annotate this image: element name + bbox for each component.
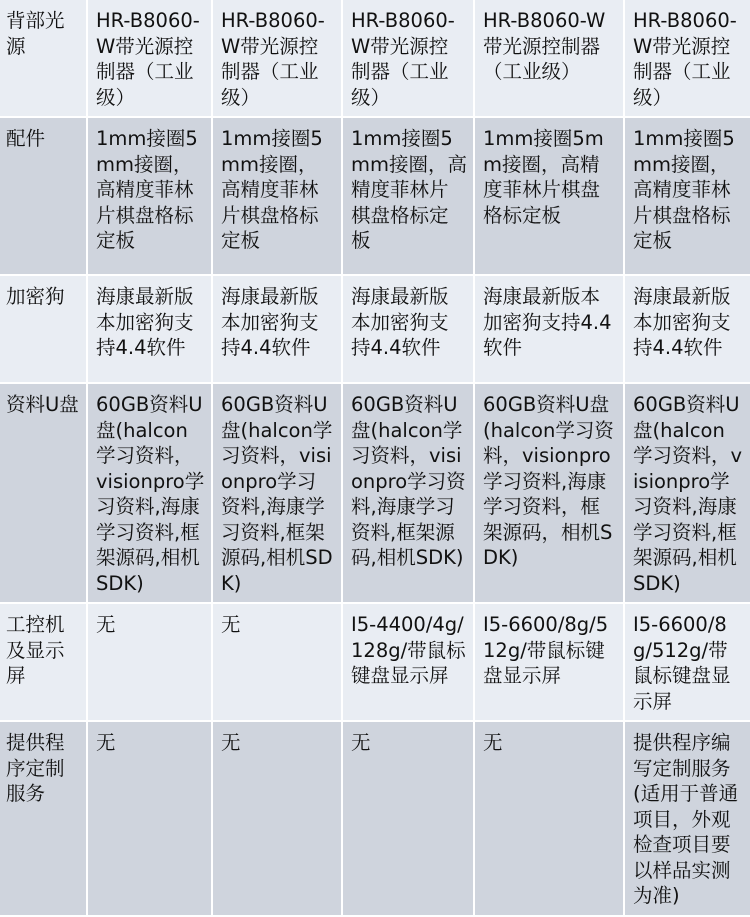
row-custom-service <box>0 721 750 916</box>
row-usb-drive <box>0 383 750 603</box>
table-cell: 60GB资料U盘(halcon学习资料，visionpro学习资料,海康学习资料,框架源码,相机SDK) <box>87 383 212 603</box>
table-cell: 1mm接圈5mm接圈，高精度菲林片棋盘格标定板 <box>474 117 624 275</box>
row-label: 加密狗 <box>0 275 87 383</box>
row-label: 配件 <box>0 117 87 275</box>
table-cell: 海康最新版本加密狗支持4.4软件 <box>474 275 624 383</box>
table-cell: 60GB资料U盘(halcon学习资料，visionpro学习资料,海康学习资料,框架源码,相机SDK) <box>624 383 750 603</box>
table-cell: 无 <box>474 721 624 916</box>
table-cell: I5-4400/4g/128g/带鼠标键盘显示屏 <box>342 603 474 721</box>
row-back-light <box>0 0 750 117</box>
row-dongle <box>0 275 750 383</box>
table-cell: 海康最新版本加密狗支持4.4软件 <box>342 275 474 383</box>
table-cell: 1mm接圈5mm接圈，高精度菲林片棋盘格标定板 <box>624 117 750 275</box>
table-cell: 1mm接圈5mm接圈，高精度菲林片棋盘格标定板 <box>212 117 342 275</box>
table-cell: 60GB资料U盘(halcon学习资料，visionpro学习资料,海康学习资料，框架源码，相机SDK) <box>474 383 624 603</box>
table-cell: 海康最新版本加密狗支持4.4软件 <box>87 275 212 383</box>
table-cell: 60GB资料U盘(halcon学习资料，visionpro学习资料,海康学习资料,框架源码,相机SDK) <box>342 383 474 603</box>
row-label: 工控机及显示屏 <box>0 603 87 721</box>
table-cell: HR-B8060-W带光源控制器（工业级） <box>87 0 212 117</box>
table-cell: 1mm接圈5mm接圈，高精度菲林片棋盘格标定板 <box>87 117 212 275</box>
table-cell: 无 <box>212 603 342 721</box>
table-cell: 1mm接圈5mm接圈，高精度菲林片棋盘格标定板 <box>342 117 474 275</box>
table-cell: HR-B8060-W带光源控制器（工业级） <box>474 0 624 117</box>
row-label: 背部光源 <box>0 0 87 117</box>
table-cell: 海康最新版本加密狗支持4.4软件 <box>212 275 342 383</box>
table-cell: HR-B8060-W带光源控制器（工业级） <box>342 0 474 117</box>
row-label: 资料U盘 <box>0 383 87 603</box>
row-industrial-pc <box>0 603 750 721</box>
row-accessories <box>0 117 750 275</box>
row-label: 提供程序定制服务 <box>0 721 87 916</box>
table-cell: HR-B8060-W带光源控制器（工业级） <box>624 0 750 117</box>
table-cell: 60GB资料U盘(halcon学习资料，visionpro学习资料,海康学习资料,框架源码,相机SDK) <box>212 383 342 603</box>
table-cell: 无 <box>87 721 212 916</box>
table-cell: 海康最新版本加密狗支持4.4软件 <box>624 275 750 383</box>
table-cell: HR-B8060-W带光源控制器（工业级） <box>212 0 342 117</box>
table-cell: 无 <box>87 603 212 721</box>
table-cell: I5-6600/8g/512g/带鼠标键盘显示屏 <box>624 603 750 721</box>
table-cell: 提供程序编写定制服务(适用于普通项目，外观检查项目要以样品实测为准) <box>624 721 750 916</box>
table-cell: 无 <box>342 721 474 916</box>
table-cell: I5-6600/8g/512g/带鼠标键盘显示屏 <box>474 603 624 721</box>
table-cell: 无 <box>212 721 342 916</box>
